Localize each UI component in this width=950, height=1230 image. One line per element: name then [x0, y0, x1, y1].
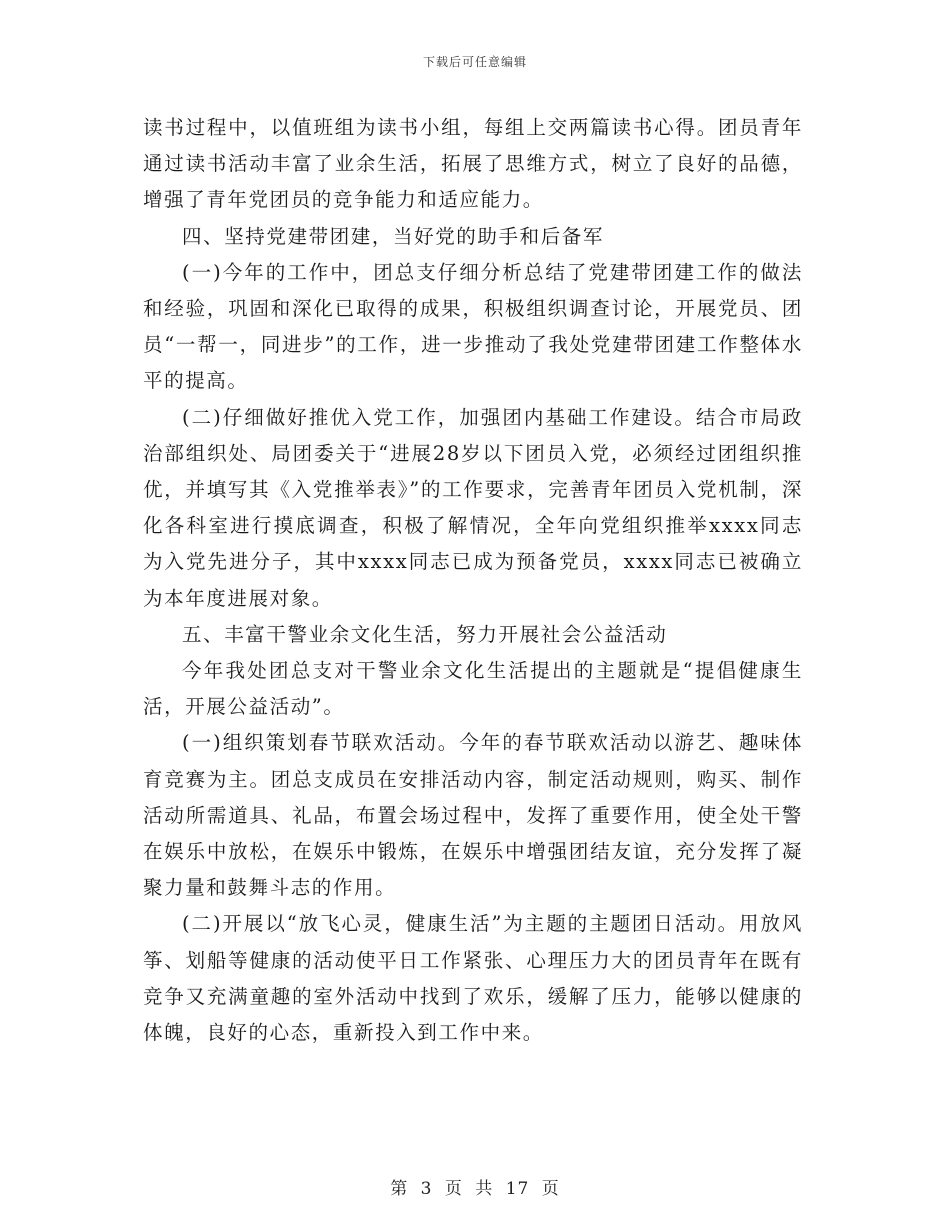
paragraph: (二)仔细做好推优入党工作，加强团内基础工作建设。结合市局政治部组织处、局团委关于“进展28岁以下团员入党，必须经过团组织推优，并填写其《入党推举表》”的工作要求，完善青年团员入党机制，深化各科室进行摸底调查，积极了解情况，全年向党组织推举xxxx同志为入党先进分子，其中xxxx同志已成为预备党员，xxxx同志已被确立为本年度进展对象。 — [143, 405, 803, 610]
section-heading: 五、丰富干警业余文化生活，努力开展社会公益活动 — [182, 622, 668, 646]
paragraph: 今年我处团总支对干警业余文化生活提出的主题就是“提倡健康生活，开展公益活动”。 — [143, 659, 803, 719]
page-header: 下载后可任意编辑 — [422, 55, 527, 69]
paragraph: (一)组织策划春节联欢活动。今年的春节联欢活动以游艺、趣味体育竞赛为主。团总支成员在安排活动内容，制定活动规则，购买、制作活动所需道具、礼品，布置会场过程中，发挥了重要作用，使全处干警在娱乐中放松，在娱乐中锻炼，在娱乐中增强团结友谊，充分发挥了凝聚力量和鼓舞斗志的作用。 — [143, 731, 803, 900]
section-heading: 四、坚持党建带团建，当好党的助手和后备军 — [182, 224, 605, 248]
paragraph: 读书过程中，以值班组为读书小组，每组上交两篇读书心得。团员青年通过读书活动丰富了业余生活，拓展了思维方式，树立了良好的品德，增强了青年党团员的竞争能力和适应能力。 — [143, 116, 803, 212]
paragraph: (二)开展以“放飞心灵，健康生活”为主题的主题团日活动。用放风筝、划船等健康的活动使平日工作紧张、心理压力大的团员青年在既有竞争又充满童趣的室外活动中找到了欢乐，缓解了压力，能够以健康的体魄，良好的心态，重新投入到工作中来。 — [143, 912, 803, 1045]
paragraph: (一)今年的工作中，团总支仔细分析总结了党建带团建工作的做法和经验，巩固和深化已取得的成果，积极组织调查讨论，开展党员、团员“一帮一，同进步”的工作，进一步推动了我处党建带团建工作整体水平的提高。 — [143, 260, 803, 393]
document-body — [143, 110, 803, 1051]
page-number: 第 3 页 共 17 页 — [390, 1179, 560, 1199]
